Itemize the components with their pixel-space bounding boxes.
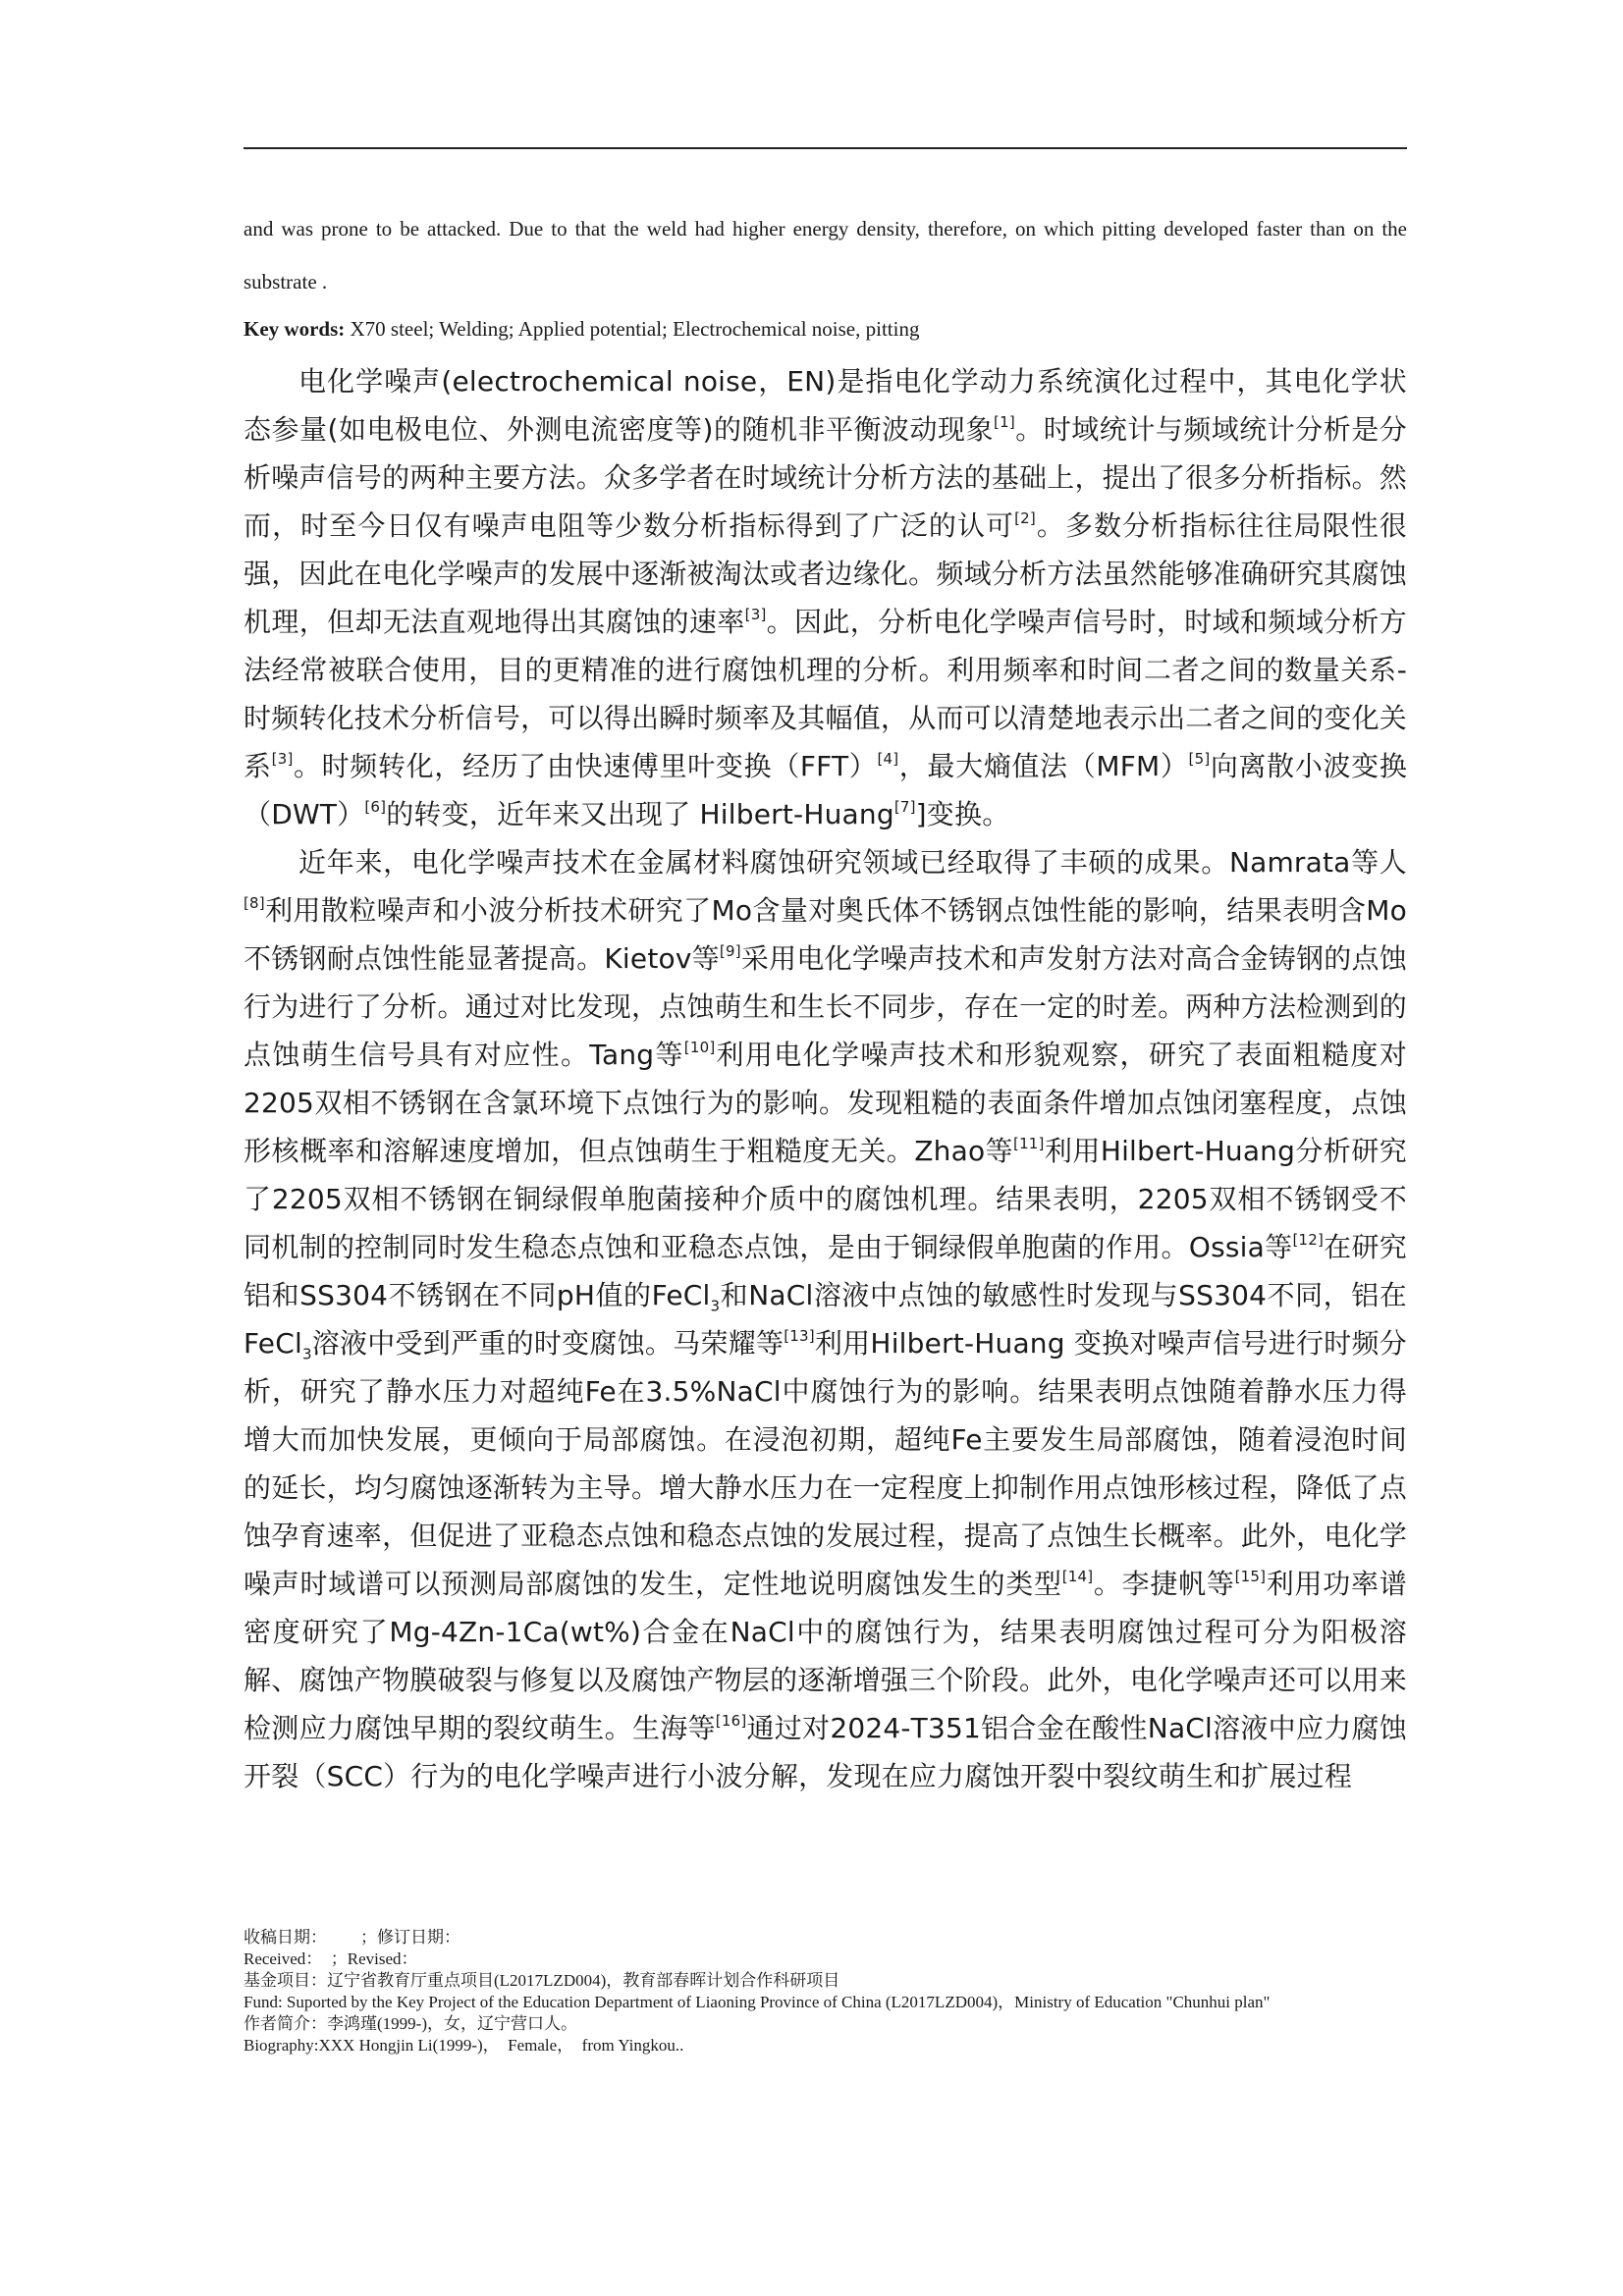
author-en: Biography:XXX Hongjin Li(1999-)， Female， from Yingkou.. [243,2036,684,2055]
keywords-text: X70 steel; Welding; Applied potential; Electrochemical noise, pitting [345,317,920,341]
body-text [243,318,1407,1800]
text-run: 利用Hilbert-Huang分析研究了2205双相不锈钢在铜绿假单胞菌接种介质中的腐蚀机理。结果表明，2205双相不锈钢受不同机制的控制同时发生稳态点蚀和亚稳态点蚀，是由于铜绿假单胞菌的作用。Ossia等 [243,1135,1407,1263]
subscript: 3 [710,1297,721,1315]
text-run: 利用散粒噪声和小波分析技术研究了Mo含量对奥氏体不锈钢点蚀性能的影响，结果表明含Mo不锈钢耐点蚀性能显著提高。Kietov等 [243,894,1407,975]
text-run: 。多数分析指标往往局限性很强，因此在电化学噪声的发展中逐渐被淘汰或者边缘化。频域分析方法虽然能够准确研究其腐蚀机理，但却无法直观地得出其腐蚀的速率 [243,509,1408,638]
author-cn: 作者简介：李鸿瑾(1999-)，女，辽宁营口人。 [243,2014,577,2033]
text-run: 和NaCl溶液中点蚀的敏感性时发现与SS304不同，铝在FeCl [243,1279,1407,1360]
text-run: 近年来，电化学噪声技术在金属材料腐蚀研究领域已经取得了丰硕的成果。Namrata等人 [298,846,1407,879]
abstract-tail: and was prone to be attacked. Due to that the weld had higher energy density, therefore, on which pitting developed faster than on the substrate . [243,217,1407,294]
citation-ref: [11] [1013,1134,1045,1152]
citation-ref: [3] [271,749,294,768]
fund-cn: 基金项目：辽宁省教育厅重点项目(L2017LZD004)，教育部春晖计划合作科研项目 [243,1971,840,1990]
citation-ref: [2] [1014,508,1036,527]
text-run: 利用电化学噪声技术和形貌观察，研究了表面粗糙度对2205双相不锈钢在含氯环境下点蚀行为的影响。发现粗糙的表面条件增加点蚀闭塞程度，点蚀形核概率和溶解速度增加，但点蚀萌生于粗糙度无关。Zhao等 [243,1039,1407,1167]
received-cn: 收稿日期： ；修订日期： [243,1928,460,1947]
text-run: 电化学噪声(electrochemical noise，EN)是指电化学动力系统演化过程中，其电化学状态参量(如电极电位、外测电流密度等)的随机非平衡波动现象 [243,365,1407,446]
text-run: 。李捷帆等 [1093,1568,1235,1600]
subscript: 3 [301,1345,312,1363]
text-run: ，最大熵值法（MFM） [898,750,1189,782]
text-run: 。时域统计与频域统计分析是分析噪声信号的两种主要方法。众多学者在时域统计分析方法的基础上，提出了很多分析指标。然而，时至今日仅有噪声电阻等少数分析指标得到了广泛的认可 [243,413,1407,542]
paragraph-2 [243,838,1407,1800]
citation-ref: [1] [994,412,1015,431]
text-run: 利用Hilbert-Huang 变换对噪声信号进行时频分析，研究了静水压力对超纯Fe在3.5%NaCl中腐蚀行为的影响。结果表明点蚀随着静水压力得增大而加快发展，更倾向于局部腐蚀。在浸泡初期，超纯Fe主要发生局部腐蚀，随着浸泡时间的延长，均匀腐蚀逐渐转为主导。增大静水压力在一定程度上抑制作用点蚀形核过程，降低了点蚀孕育速率，但促进了亚稳态点蚀和稳态点蚀的发展过程，提高了点蚀生长概率。此外，电化学噪声时域谱可以预测局部腐蚀的发生，定性地说明腐蚀发生的类型 [243,1327,1407,1600]
keywords-label: Key words: [243,317,346,341]
text-run: 。因此，分析电化学噪声信号时，时域和频域分析方法经常被联合使用，目的更精准的进行腐蚀机理的分析。利用频率和时间二者之间的数量关系-时频转化技术分析信号，可以得出瞬时频率及其幅值，从而可以清楚地表示出二者之间的变化关系 [243,606,1408,782]
text-run: ]变换。 [915,798,1010,830]
citation-ref: [15] [1234,1567,1267,1585]
citation-ref: [14] [1061,1567,1094,1585]
text-run: 采用电化学噪声技术和声发射方法对高合金铸钢的点蚀行为进行了分析。通过对比发现，点蚀萌生和生长不同步，存在一定的时差。两种方法检测到的点蚀萌生信号具有对应性。Tang等 [243,942,1407,1071]
citation-ref: [8] [243,893,265,912]
paper-page [243,0,1407,2296]
citation-ref: [3] [744,605,767,623]
text-run: 利用功率谱密度研究了Mg-4Zn-1Ca(wt%)合金在NaCl中的腐蚀行为，结果表明腐蚀过程可分为阳极溶解、腐蚀产物膜破裂与修复以及腐蚀产物层的逐渐增强三个阶段。此外，电化学噪声还可以用来检测应力腐蚀早期的裂纹萌生。生海等 [243,1568,1407,1744]
citation-ref: [4] [877,749,899,768]
text-run: 的转变，近年来又出现了 Hilbert-Huang [386,798,894,830]
citation-ref: [16] [715,1711,747,1730]
fund-en: Fund: Suported by the Key Project of the Education Department of Liaoning Province of China (L2017LZD004)，Ministry of Education "Chunhui plan" [243,1993,1271,2011]
text-run: 在研究铝和SS304不锈钢在不同pH值的FeCl [243,1231,1407,1311]
footnotes [243,1927,1407,2056]
header-rule [243,147,1407,149]
text-run: 向离散小波变换（DWT） [243,750,1408,830]
citation-ref: [7] [893,797,916,816]
citation-ref: [5] [1188,749,1211,768]
paragraph-1 [243,357,1407,838]
citation-ref: [9] [719,941,741,960]
citation-ref: [10] [683,1038,716,1056]
received-en: Received： ；Revised： [243,1949,418,1968]
text-run: 通过对2024-T351铝合金在酸性NaCl溶液中应力腐蚀开裂（SCC）行为的电化学噪声进行小波分解，发现在应力腐蚀开裂中裂纹萌生和扩展过程 [243,1712,1407,1792]
citation-ref: [6] [364,797,387,816]
citation-ref: [13] [784,1326,815,1345]
text-run: 。时频转化，经历了由快速傅里叶变换（FFT） [293,750,878,782]
text-run: 溶液中受到严重的时变腐蚀。马荣耀等 [311,1327,784,1360]
citation-ref: [12] [1292,1230,1325,1249]
